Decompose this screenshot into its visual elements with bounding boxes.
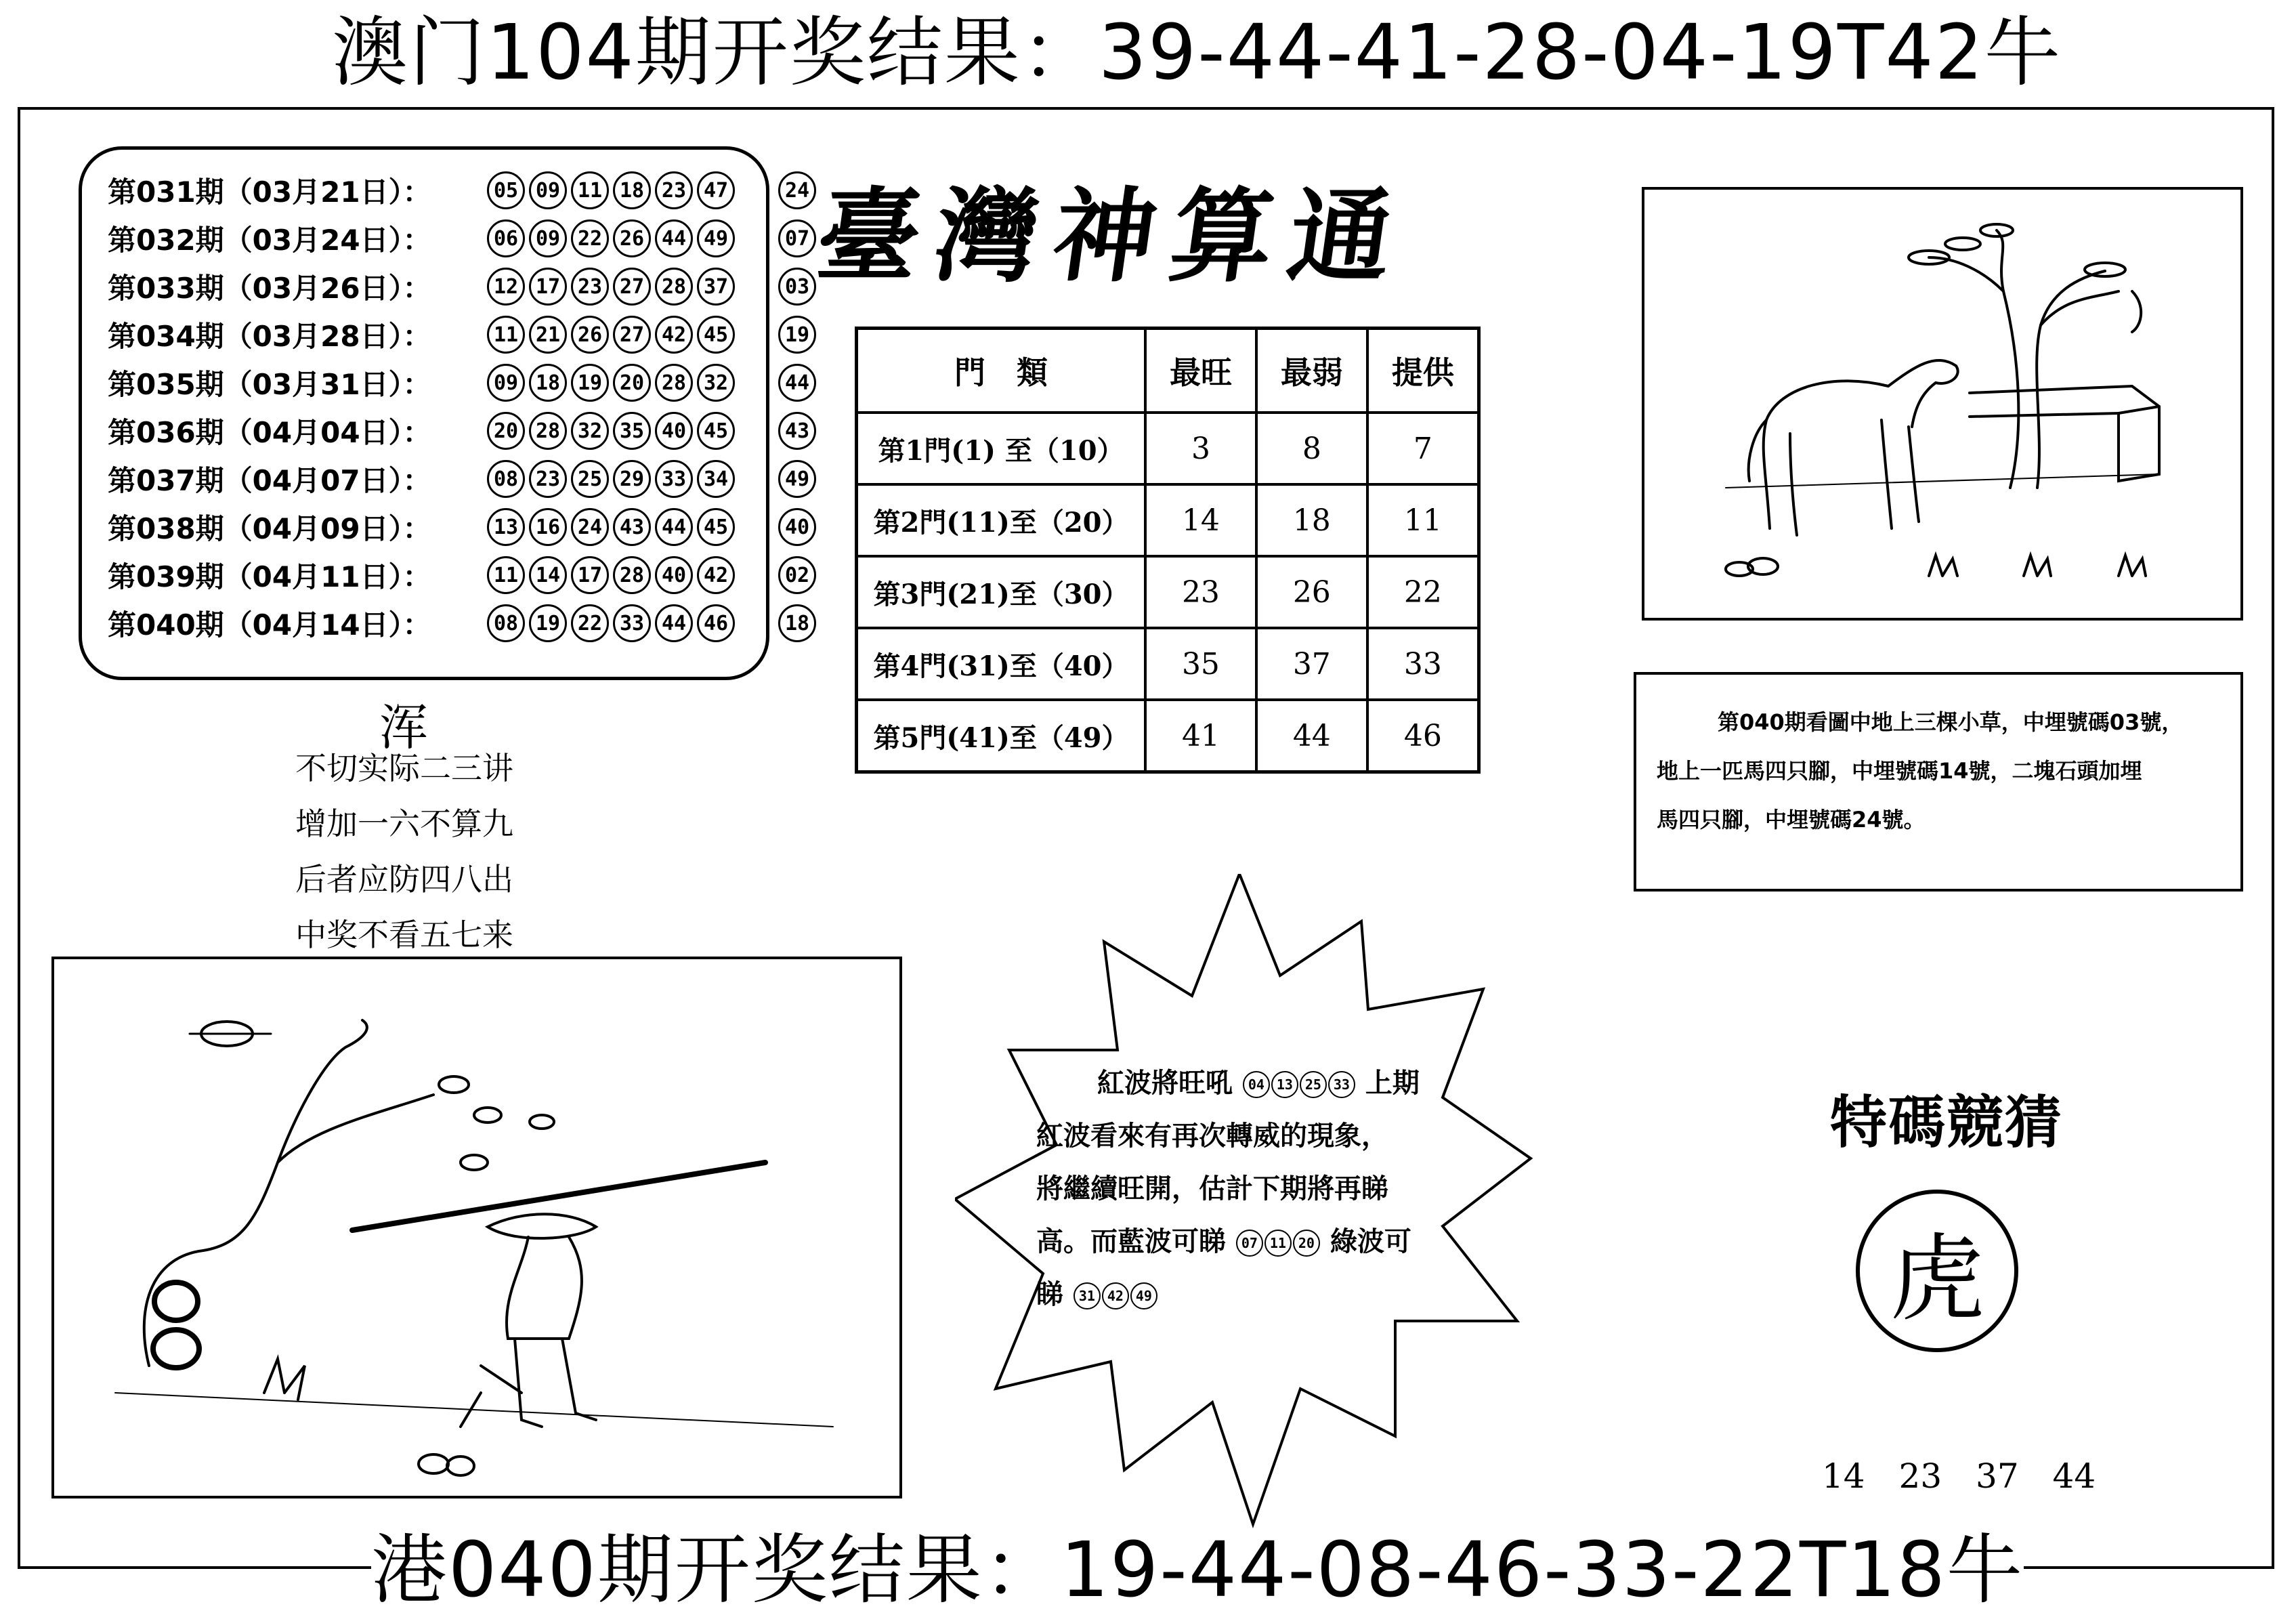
- history-row: [108, 408, 816, 454]
- door-value-cell: 18: [1256, 484, 1367, 556]
- history-label: 第040期（04月14日）：: [108, 608, 431, 642]
- number-ball: 29: [613, 460, 651, 498]
- history-row: [108, 360, 816, 406]
- red-wave-balls: [1242, 1068, 1356, 1099]
- history-label: 第033期（03月26日）：: [108, 272, 431, 305]
- burst-line: [1036, 1215, 1497, 1268]
- number-ball: 44: [655, 219, 693, 257]
- horse-drawing: [1644, 190, 2240, 618]
- special-number-ball: 24: [778, 171, 816, 209]
- number-ball: 34: [697, 460, 735, 498]
- door-range-cell: 第4門(31)至（40）: [857, 628, 1146, 700]
- history-balls: [487, 268, 816, 306]
- doors-table-header: [857, 329, 1479, 413]
- door-value-cell: 35: [1145, 628, 1256, 700]
- green-wave-balls: [1073, 1279, 1158, 1310]
- header-weakest: 最弱: [1256, 329, 1367, 413]
- number-ball: 32: [571, 412, 609, 450]
- number-ball: 44: [655, 508, 693, 546]
- number-ball: 23: [529, 460, 567, 498]
- special-number-ball: 18: [778, 604, 816, 642]
- number-ball: 11: [487, 316, 525, 354]
- number-ball: 26: [571, 316, 609, 354]
- number-ball: 40: [655, 412, 693, 450]
- number-ball: 37: [697, 268, 735, 306]
- special-number-ball: 03: [778, 268, 816, 306]
- number-ball: 27: [613, 268, 651, 306]
- top-result-headline: 澳门104期开奖结果：39-44-41-28-04-19T42牛: [332, 9, 2062, 97]
- number-ball: 20: [613, 364, 651, 402]
- number-ball: 43: [613, 508, 651, 546]
- burst-line4-text: 高。而藍波可睇: [1036, 1226, 1226, 1257]
- image-hint-box: [1634, 672, 2243, 892]
- number-ball: 32: [697, 364, 735, 402]
- number-ball: 33: [613, 604, 651, 642]
- poem-line: 中奖不看五七来: [295, 917, 513, 953]
- doors-row: [857, 700, 1479, 772]
- history-label: 第035期（03月31日）：: [108, 368, 431, 401]
- wave-number-ball: 20: [1293, 1230, 1320, 1257]
- number-ball: 49: [697, 219, 735, 257]
- special-number-ball: 02: [778, 556, 816, 594]
- number-ball: 44: [655, 604, 693, 642]
- history-balls: [487, 556, 816, 594]
- special-number-ball: 43: [778, 412, 816, 450]
- number-ball: 09: [487, 364, 525, 402]
- history-row: [108, 264, 816, 310]
- bottom-result-headline: 港040期开奖结果：19-44-08-46-33-22T18牛: [371, 1526, 2024, 1614]
- door-value-cell: 11: [1367, 484, 1479, 556]
- door-value-cell: 41: [1145, 700, 1256, 772]
- number-ball: 28: [613, 556, 651, 594]
- history-label: 第039期（04月11日）：: [108, 560, 431, 593]
- number-ball: 05: [487, 171, 525, 209]
- number-ball: 09: [529, 171, 567, 209]
- number-ball: 09: [529, 219, 567, 257]
- history-row: [108, 167, 816, 213]
- door-value-cell: 37: [1256, 628, 1367, 700]
- zodiac-guess: 虎: [1889, 1223, 1984, 1335]
- history-balls: [487, 171, 816, 209]
- number-ball: 20: [487, 412, 525, 450]
- history-row: [108, 456, 816, 502]
- number-ball: 17: [529, 268, 567, 306]
- number-ball: 11: [487, 556, 525, 594]
- history-label: 第036期（04月04日）：: [108, 416, 431, 449]
- history-label: 第034期（03月28日）：: [108, 320, 431, 353]
- door-range-cell: 第5門(41)至（49）: [857, 700, 1146, 772]
- history-row: [108, 215, 816, 261]
- horse-illustration: [1642, 187, 2243, 621]
- wave-number-ball: 25: [1300, 1071, 1327, 1098]
- number-ball: 47: [697, 171, 735, 209]
- wave-number-ball: 07: [1236, 1230, 1263, 1257]
- number-ball: 42: [655, 316, 693, 354]
- draw-history-panel: [79, 146, 810, 680]
- door-value-cell: 23: [1145, 556, 1256, 628]
- history-balls: [487, 604, 816, 642]
- number-ball: 24: [571, 508, 609, 546]
- history-label: 第032期（03月24日）：: [108, 224, 431, 257]
- door-value-cell: 8: [1256, 413, 1367, 484]
- burst-line1-text: 紅波將旺吼: [1097, 1068, 1233, 1099]
- brand-title: 臺灣神算通: [809, 177, 1416, 296]
- zodiac-circle: [1856, 1190, 2018, 1352]
- history-row: [108, 600, 816, 646]
- number-ball: 45: [697, 316, 735, 354]
- number-ball: 11: [571, 171, 609, 209]
- wave-number-ball: 33: [1328, 1071, 1355, 1098]
- number-ball: 45: [697, 508, 735, 546]
- number-ball: 21: [529, 316, 567, 354]
- door-range-cell: 第1門(1) 至（10）: [857, 413, 1146, 484]
- door-range-cell: 第3門(21)至（30）: [857, 556, 1146, 628]
- burst-line: 將繼續旺開，估計下期將再睇: [1036, 1173, 1388, 1204]
- doors-row: [857, 556, 1479, 628]
- number-ball: 18: [529, 364, 567, 402]
- hint-line: 第040期看圖中地上三棵小草，中埋號碼03號，: [1718, 709, 2184, 735]
- wave-forecast-text: [1036, 1057, 1497, 1321]
- number-ball: 23: [571, 268, 609, 306]
- guess-numbers: 14 23 37 44: [1822, 1456, 2096, 1496]
- history-balls: [487, 412, 816, 450]
- history-balls: [487, 219, 816, 257]
- burst-line1-tail: 上期: [1365, 1068, 1420, 1099]
- header-category: 門 類: [857, 329, 1146, 413]
- doors-table: [855, 327, 1481, 774]
- poem-line: 增加一六不算九: [295, 805, 513, 842]
- history-balls: [487, 508, 816, 546]
- doors-row: [857, 413, 1479, 484]
- farmer-illustration: [51, 957, 902, 1498]
- number-ball: 28: [655, 268, 693, 306]
- hint-line: 馬四只腳，中埋號碼24號。: [1657, 807, 1926, 833]
- door-value-cell: 14: [1145, 484, 1256, 556]
- number-ball: 42: [697, 556, 735, 594]
- burst-line: [1036, 1057, 1497, 1110]
- burst-line5-text: 睇: [1036, 1279, 1063, 1310]
- history-label: 第031期（03月21日）：: [108, 175, 431, 209]
- number-ball: 13: [487, 508, 525, 546]
- farmer-drawing: [54, 959, 899, 1496]
- door-value-cell: 26: [1256, 556, 1367, 628]
- history-balls: [487, 316, 816, 354]
- special-number-ball: 19: [778, 316, 816, 354]
- special-number-ball: 49: [778, 460, 816, 498]
- number-ball: 23: [655, 171, 693, 209]
- number-ball: 12: [487, 268, 525, 306]
- special-guess-title: 特碼競猜: [1830, 1089, 2064, 1156]
- special-number-ball: 40: [778, 508, 816, 546]
- poem-title: 浑: [379, 699, 429, 756]
- blue-wave-balls: [1235, 1226, 1321, 1257]
- number-ball: 19: [529, 604, 567, 642]
- number-ball: 28: [655, 364, 693, 402]
- history-row: [108, 504, 816, 550]
- header-provided: 提供: [1367, 329, 1479, 413]
- doors-row: [857, 484, 1479, 556]
- wave-number-ball: 11: [1264, 1230, 1292, 1257]
- number-ball: 16: [529, 508, 567, 546]
- burst-line: [1036, 1268, 1497, 1321]
- special-number-ball: 44: [778, 364, 816, 402]
- door-value-cell: 7: [1367, 413, 1479, 484]
- wave-number-ball: 49: [1130, 1282, 1157, 1309]
- poem-line: 不切实际二三讲: [295, 750, 513, 786]
- wave-number-ball: 42: [1102, 1282, 1129, 1309]
- number-ball: 08: [487, 460, 525, 498]
- number-ball: 25: [571, 460, 609, 498]
- history-row: [108, 552, 816, 598]
- poem-line: 后者应防四八出: [295, 861, 513, 898]
- number-ball: 19: [571, 364, 609, 402]
- history-label: 第037期（04月07日）：: [108, 464, 431, 497]
- number-ball: 22: [571, 604, 609, 642]
- wave-number-ball: 04: [1243, 1071, 1270, 1098]
- number-ball: 17: [571, 556, 609, 594]
- history-balls: [487, 460, 816, 498]
- number-ball: 46: [697, 604, 735, 642]
- burst-line: 紅波看來有再次轉威的現象，: [1036, 1120, 1388, 1152]
- door-value-cell: 22: [1367, 556, 1479, 628]
- doors-row: [857, 628, 1479, 700]
- number-ball: 18: [613, 171, 651, 209]
- header-hottest: 最旺: [1145, 329, 1256, 413]
- door-value-cell: 3: [1145, 413, 1256, 484]
- number-ball: 28: [529, 412, 567, 450]
- history-label: 第038期（04月09日）：: [108, 512, 431, 545]
- history-balls: [487, 364, 816, 402]
- number-ball: 33: [655, 460, 693, 498]
- door-value-cell: 33: [1367, 628, 1479, 700]
- door-value-cell: 46: [1367, 700, 1479, 772]
- number-ball: 26: [613, 219, 651, 257]
- door-range-cell: 第2門(11)至（20）: [857, 484, 1146, 556]
- number-ball: 08: [487, 604, 525, 642]
- history-row: [108, 312, 816, 358]
- number-ball: 06: [487, 219, 525, 257]
- burst-line4-tail: 綠波可: [1330, 1226, 1411, 1257]
- number-ball: 35: [613, 412, 651, 450]
- number-ball: 40: [655, 556, 693, 594]
- number-ball: 27: [613, 316, 651, 354]
- wave-number-ball: 13: [1271, 1071, 1298, 1098]
- door-value-cell: 44: [1256, 700, 1367, 772]
- number-ball: 14: [529, 556, 567, 594]
- wave-number-ball: 31: [1073, 1282, 1101, 1309]
- number-ball: 22: [571, 219, 609, 257]
- hint-line: 地上一匹馬四只腳，中埋號碼14號，二塊石頭加埋: [1657, 758, 2142, 784]
- special-number-ball: 07: [778, 219, 816, 257]
- number-ball: 45: [697, 412, 735, 450]
